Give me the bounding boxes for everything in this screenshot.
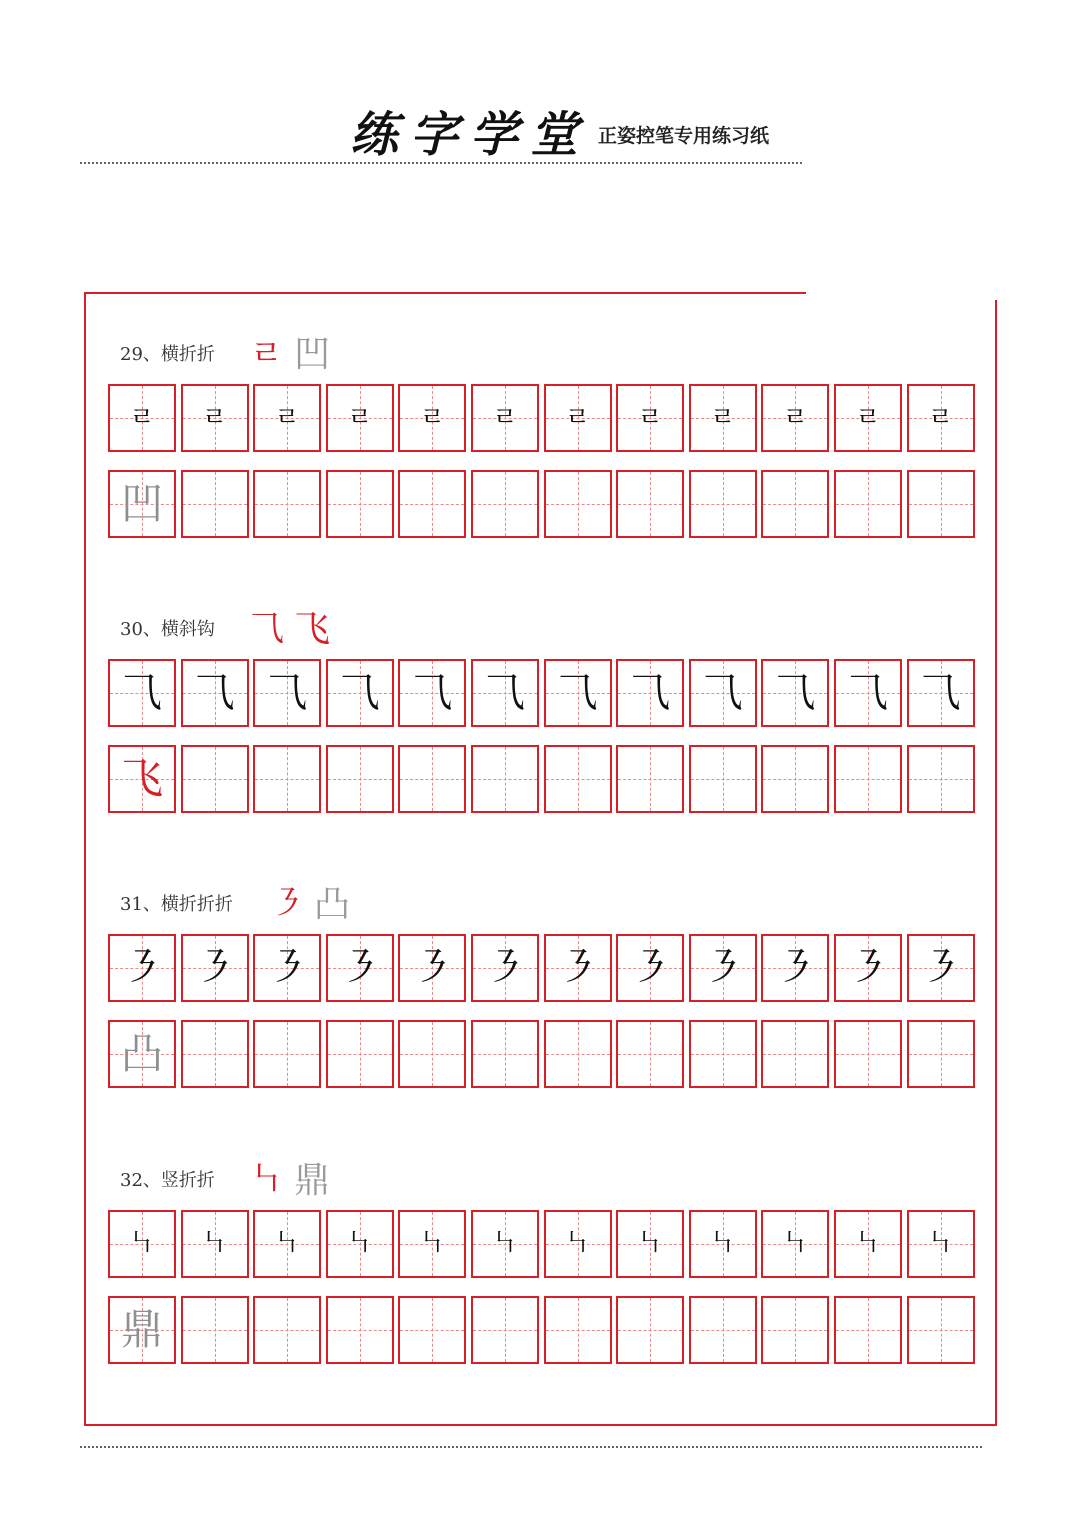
reference-character: 凸	[120, 1029, 163, 1078]
grid-cell[interactable]	[108, 745, 176, 813]
grid-cell[interactable]	[907, 1020, 975, 1088]
practice-section	[108, 334, 974, 540]
practice-section	[108, 884, 974, 1090]
grid-cell[interactable]	[398, 659, 466, 727]
grid-cell[interactable]	[398, 384, 466, 452]
stroke-glyph: ㇋	[702, 945, 743, 991]
stroke-glyph: ㄹ	[492, 403, 518, 433]
stroke-glyph: ⺄	[848, 670, 888, 716]
stroke-glyph: ㇋	[412, 945, 453, 991]
grid-cell[interactable]	[761, 1210, 829, 1278]
grid-cell[interactable]	[689, 934, 757, 1002]
grid-cell[interactable]	[689, 1020, 757, 1088]
grid-cell[interactable]	[834, 1210, 902, 1278]
stroke-glyph: ⺄	[194, 670, 235, 716]
stroke-glyph: ㄹ	[710, 403, 736, 433]
example-character: 凸	[314, 884, 351, 925]
grid-cell[interactable]	[181, 1020, 249, 1088]
grid-cell[interactable]	[253, 384, 321, 452]
stroke-glyph: ㇋	[485, 945, 525, 991]
grid-cell[interactable]	[616, 1296, 684, 1364]
stroke-glyph: ㇋	[630, 945, 671, 991]
grid-cell[interactable]	[689, 659, 757, 727]
grid-cell[interactable]	[616, 1210, 684, 1278]
grid-cell[interactable]	[181, 1296, 249, 1364]
grid-cell[interactable]	[544, 1296, 612, 1364]
grid-cell[interactable]	[689, 1296, 757, 1364]
stroke-glyph: ㄹ	[855, 403, 881, 433]
grid-cell[interactable]	[834, 1296, 902, 1364]
character-practice-row	[108, 1296, 974, 1364]
grid-cell[interactable]	[907, 470, 975, 538]
grid-cell[interactable]	[471, 1296, 539, 1364]
stroke-glyph: ㇞	[128, 1229, 155, 1259]
grid-cell[interactable]	[398, 1296, 466, 1364]
grid-cell[interactable]	[108, 384, 176, 452]
grid-cell[interactable]	[761, 659, 829, 727]
stroke-glyph: ㄹ	[129, 403, 155, 433]
grid-cell[interactable]	[398, 934, 466, 1002]
section-label: 31、横折折折	[120, 894, 233, 915]
stroke-glyph: ⺄	[267, 670, 308, 716]
grid-cell[interactable]	[544, 934, 612, 1002]
stroke-glyph: ⺄	[630, 670, 671, 716]
stroke-glyph: ⺄	[485, 670, 525, 716]
grid-cell[interactable]	[761, 745, 829, 813]
grid-cell[interactable]	[616, 1020, 684, 1088]
grid-cell[interactable]	[544, 745, 612, 813]
grid-cell[interactable]	[834, 659, 902, 727]
grid-cell[interactable]	[907, 384, 975, 452]
stroke-glyph: ㇋	[557, 945, 598, 991]
grid-cell[interactable]	[326, 659, 394, 727]
grid-cell[interactable]	[616, 934, 684, 1002]
reference-character: 鼎	[120, 1305, 163, 1354]
stroke-practice-row	[108, 1210, 974, 1278]
stroke-sample: ㇞	[250, 1160, 284, 1200]
stroke-sample: ㄹ	[250, 334, 283, 374]
stroke-practice-row	[108, 384, 974, 452]
grid-cell[interactable]	[108, 934, 176, 1002]
grid-cell[interactable]	[834, 470, 902, 538]
grid-cell[interactable]	[326, 1296, 394, 1364]
character-practice-row	[108, 1020, 974, 1088]
grid-cell[interactable]	[326, 745, 394, 813]
grid-cell[interactable]	[616, 745, 684, 813]
section-label: 30、横斜钩	[120, 619, 215, 640]
footer-divider	[80, 1446, 982, 1448]
stroke-glyph: ㄹ	[274, 403, 300, 433]
grid-cell[interactable]	[398, 1020, 466, 1088]
stroke-glyph: ⺄	[339, 670, 380, 716]
grid-cell[interactable]	[907, 1210, 975, 1278]
stroke-glyph: ㇞	[854, 1229, 881, 1259]
stroke-practice-row	[108, 659, 974, 727]
grid-cell[interactable]	[181, 470, 249, 538]
grid-cell[interactable]	[471, 659, 539, 727]
stroke-glyph: ㇞	[346, 1229, 373, 1259]
stroke-glyph: ㄹ	[419, 403, 445, 433]
stroke-sample: ⺄	[250, 609, 284, 649]
stroke-glyph: ㄹ	[565, 403, 591, 433]
section-label: 29、横折折	[120, 344, 215, 365]
grid-cell[interactable]	[326, 1210, 394, 1278]
grid-cell[interactable]	[471, 934, 539, 1002]
grid-cell[interactable]	[108, 470, 176, 538]
frame-bottom-border	[84, 1424, 997, 1426]
header-divider	[80, 162, 802, 164]
grid-cell[interactable]	[689, 470, 757, 538]
grid-cell[interactable]	[398, 470, 466, 538]
grid-cell[interactable]	[253, 1296, 321, 1364]
stroke-glyph: ㇞	[709, 1229, 736, 1259]
grid-cell[interactable]	[181, 384, 249, 452]
stroke-glyph: ⺄	[702, 670, 743, 716]
stroke-glyph: ㇋	[194, 945, 235, 991]
character-practice-row	[108, 470, 974, 538]
stroke-glyph: ⺄	[557, 670, 598, 716]
grid-cell[interactable]	[761, 934, 829, 1002]
grid-cell[interactable]	[834, 1020, 902, 1088]
grid-cell[interactable]	[761, 1020, 829, 1088]
grid-cell[interactable]	[326, 384, 394, 452]
frame-left-border	[84, 292, 86, 1426]
grid-cell[interactable]	[544, 1210, 612, 1278]
character-practice-row	[108, 745, 974, 813]
grid-cell[interactable]	[471, 384, 539, 452]
stroke-glyph: ㄹ	[637, 403, 663, 433]
grid-cell[interactable]	[616, 470, 684, 538]
stroke-glyph: ⺄	[920, 670, 961, 716]
grid-cell[interactable]	[326, 934, 394, 1002]
grid-cell[interactable]	[544, 384, 612, 452]
grid-cell[interactable]	[181, 745, 249, 813]
stroke-glyph: ㇞	[274, 1229, 301, 1259]
grid-cell[interactable]	[253, 470, 321, 538]
grid-cell[interactable]	[253, 659, 321, 727]
grid-cell[interactable]	[907, 745, 975, 813]
page-subtitle: 正姿控笔专用练习纸	[598, 125, 770, 147]
stroke-glyph: ⺄	[412, 670, 453, 716]
stroke-glyph: ㇞	[491, 1229, 518, 1259]
stroke-glyph: ㇞	[419, 1229, 446, 1259]
grid-cell[interactable]	[471, 1020, 539, 1088]
stroke-glyph: ⺄	[122, 670, 162, 716]
grid-cell[interactable]	[834, 384, 902, 452]
grid-cell[interactable]	[471, 1210, 539, 1278]
example-character: 飞	[294, 609, 331, 650]
grid-cell[interactable]	[544, 470, 612, 538]
grid-cell[interactable]	[834, 934, 902, 1002]
section-label: 32、竖折折	[120, 1170, 215, 1191]
stroke-glyph: ㇞	[927, 1229, 954, 1259]
grid-cell[interactable]	[689, 1210, 757, 1278]
grid-cell[interactable]	[544, 1020, 612, 1088]
grid-cell[interactable]	[907, 1296, 975, 1364]
stroke-glyph: ㇞	[201, 1229, 228, 1259]
stroke-glyph: ㇋	[775, 945, 816, 991]
stroke-practice-row	[108, 934, 974, 1002]
grid-cell[interactable]	[834, 745, 902, 813]
stroke-glyph: ㇞	[637, 1229, 664, 1259]
stroke-glyph: ㇋	[920, 945, 961, 991]
grid-cell[interactable]	[253, 745, 321, 813]
grid-cell[interactable]	[181, 1210, 249, 1278]
grid-cell[interactable]	[616, 384, 684, 452]
grid-cell[interactable]	[181, 659, 249, 727]
stroke-glyph: ㇞	[782, 1229, 809, 1259]
frame-right-border	[995, 300, 997, 1426]
grid-cell[interactable]	[108, 659, 176, 727]
grid-cell[interactable]	[253, 934, 321, 1002]
grid-cell[interactable]	[761, 1296, 829, 1364]
stroke-glyph: ㄹ	[928, 403, 954, 433]
grid-cell[interactable]	[616, 659, 684, 727]
grid-cell[interactable]	[398, 1210, 466, 1278]
grid-cell[interactable]	[761, 470, 829, 538]
reference-character: 凹	[120, 479, 163, 528]
grid-cell[interactable]	[326, 470, 394, 538]
stroke-glyph: ㇞	[564, 1229, 591, 1259]
reference-character: 飞	[120, 754, 163, 803]
grid-cell[interactable]	[544, 659, 612, 727]
stroke-glyph: ㄹ	[347, 403, 373, 433]
grid-cell[interactable]	[108, 1020, 176, 1088]
grid-cell[interactable]	[398, 745, 466, 813]
grid-cell[interactable]	[907, 659, 975, 727]
stroke-glyph: ㄹ	[782, 403, 808, 433]
frame-top-border	[84, 292, 806, 294]
example-character: 鼎	[294, 1160, 331, 1201]
grid-cell[interactable]	[181, 934, 249, 1002]
grid-cell[interactable]	[689, 384, 757, 452]
stroke-glyph: ⺄	[775, 670, 816, 716]
grid-cell[interactable]	[689, 745, 757, 813]
grid-cell[interactable]	[253, 1020, 321, 1088]
example-character: 凹	[294, 334, 331, 375]
grid-cell[interactable]	[471, 745, 539, 813]
stroke-glyph: ㇋	[339, 945, 380, 991]
grid-cell[interactable]	[907, 934, 975, 1002]
stroke-glyph: ㄹ	[202, 403, 228, 433]
grid-cell[interactable]	[253, 1210, 321, 1278]
grid-cell[interactable]	[108, 1210, 176, 1278]
stroke-glyph: ㇋	[848, 945, 888, 991]
practice-section	[108, 1160, 974, 1366]
grid-cell[interactable]	[326, 1020, 394, 1088]
stroke-glyph: ㇋	[267, 945, 308, 991]
grid-cell[interactable]	[108, 1296, 176, 1364]
stroke-sample: ㇋	[270, 884, 304, 924]
grid-cell[interactable]	[761, 384, 829, 452]
grid-cell[interactable]	[471, 470, 539, 538]
practice-section	[108, 609, 974, 815]
page-title: 练字学堂	[350, 107, 591, 163]
stroke-glyph: ㇋	[122, 945, 162, 991]
